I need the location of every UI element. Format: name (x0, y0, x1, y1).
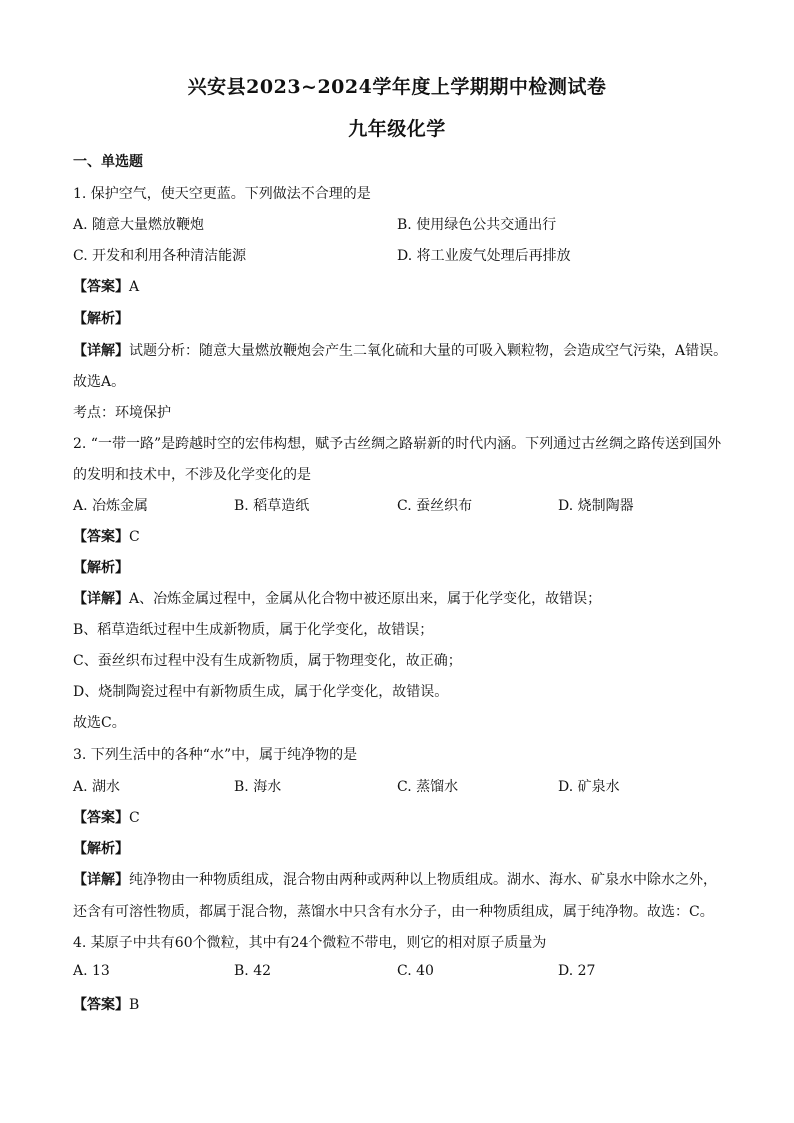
question-1-option-c: C. 开发和利用各种清洁能源 (73, 248, 247, 264)
detail-tag: 【详解】 (73, 343, 129, 359)
question-4-answer (73, 994, 139, 1014)
question-4-stem: 4. 某原子中共有60个微粒，其中有24个微粒不带电，则它的相对原子质量为 (73, 935, 547, 951)
question-3-option-c: C. 蒸馏水 (397, 779, 459, 795)
question-3-stem: 3. 下列生活中的各种“水”中，属于纯净物的是 (73, 747, 358, 763)
detail-text: 试题分析：随意大量燃放鞭炮会产生二氧化硫和大量的可吸入颗粒物，会造成空气污染，A错误。 (129, 343, 728, 359)
detail-tag: 【详解】 (73, 591, 129, 607)
question-4-option-c: C. 40 (397, 963, 434, 979)
question-2-option-a: A. 冶炼金属 (73, 498, 149, 514)
question-2-detail-line1 (73, 588, 601, 608)
question-2-stem-line1: 2. “一带一路”是跨越时空的宏伟构想，赋予古丝绸之路崭新的时代内涵。下列通过古丝绸之路传送到国外 (73, 436, 722, 452)
question-2-answer (73, 526, 140, 546)
question-2-stem-line2: 的发明和技术中，不涉及化学变化的是 (73, 467, 311, 483)
analysis-tag: 【解析】 (73, 560, 129, 576)
question-2-option-b: B. 稻草造纸 (234, 498, 310, 514)
detail-tag: 【详解】 (73, 872, 129, 888)
question-2-detail-line3: C、蚕丝织布过程中没有生成新物质，属于物理变化，故正确； (73, 653, 462, 669)
answer-value: B (129, 997, 140, 1013)
question-3-answer (73, 807, 140, 827)
question-4-option-d: D. 27 (558, 963, 596, 979)
question-1-analysis-tag (73, 308, 129, 328)
question-2-detail-line4: D、烧制陶瓷过程中有新物质生成，属于化学变化，故错误。 (73, 684, 449, 700)
question-1-option-d: D. 将工业废气处理后再排放 (397, 248, 571, 264)
detail-text: 纯净物由一种物质组成，混合物由两种或两种以上物质组成。湖水、海水、矿泉水中除水之外， (129, 872, 717, 888)
question-3-option-d: D. 矿泉水 (558, 779, 620, 795)
question-3-detail-line2: 还含有可溶性物质，都属于混合物，蒸馏水中只含有水分子，由一种物质组成，属于纯净物。故选：C。 (73, 904, 714, 920)
answer-value: A (129, 279, 140, 295)
exam-title: 兴安县2023~2024学年度上学期期中检测试卷 (187, 76, 607, 98)
detail-text: A、冶炼金属过程中，金属从化合物中被还原出来，属于化学变化，故错误； (129, 591, 602, 607)
question-2-analysis-tag (73, 557, 129, 577)
analysis-tag: 【解析】 (73, 841, 129, 857)
question-1-stem: 1. 保护空气，使天空更蓝。下列做法不合理的是 (73, 186, 371, 202)
answer-value: C (129, 529, 140, 545)
answer-value: C (129, 810, 140, 826)
question-1-kaodian: 考点：环境保护 (73, 405, 171, 421)
question-1-option-a: A. 随意大量燃放鞭炮 (73, 217, 205, 233)
question-3-detail-line1 (73, 869, 717, 889)
question-1-option-b: B. 使用绿色公共交通出行 (397, 217, 557, 233)
question-2-detail-line2: B、稻草造纸过程中生成新物质，属于化学变化，故错误； (73, 622, 434, 638)
question-4-option-a: A. 13 (73, 963, 110, 979)
question-2-option-d: D. 烧制陶器 (558, 498, 634, 514)
question-3-option-b: B. 海水 (234, 779, 282, 795)
question-4-option-b: B. 42 (234, 963, 272, 979)
answer-tag: 【答案】 (73, 997, 129, 1013)
question-1-conclusion: 故选A。 (73, 374, 126, 390)
analysis-tag: 【解析】 (73, 311, 129, 327)
question-1-answer (73, 276, 139, 296)
section-title: 一、单选题 (73, 154, 143, 170)
question-2-option-c: C. 蚕丝织布 (397, 498, 473, 514)
question-2-conclusion: 故选C。 (73, 715, 126, 731)
answer-tag: 【答案】 (73, 810, 129, 826)
question-3-option-a: A. 湖水 (73, 779, 121, 795)
answer-tag: 【答案】 (73, 279, 129, 295)
question-1-detail (73, 340, 727, 360)
exam-subtitle: 九年级化学 (348, 118, 446, 140)
question-3-analysis-tag (73, 838, 129, 858)
answer-tag: 【答案】 (73, 529, 129, 545)
